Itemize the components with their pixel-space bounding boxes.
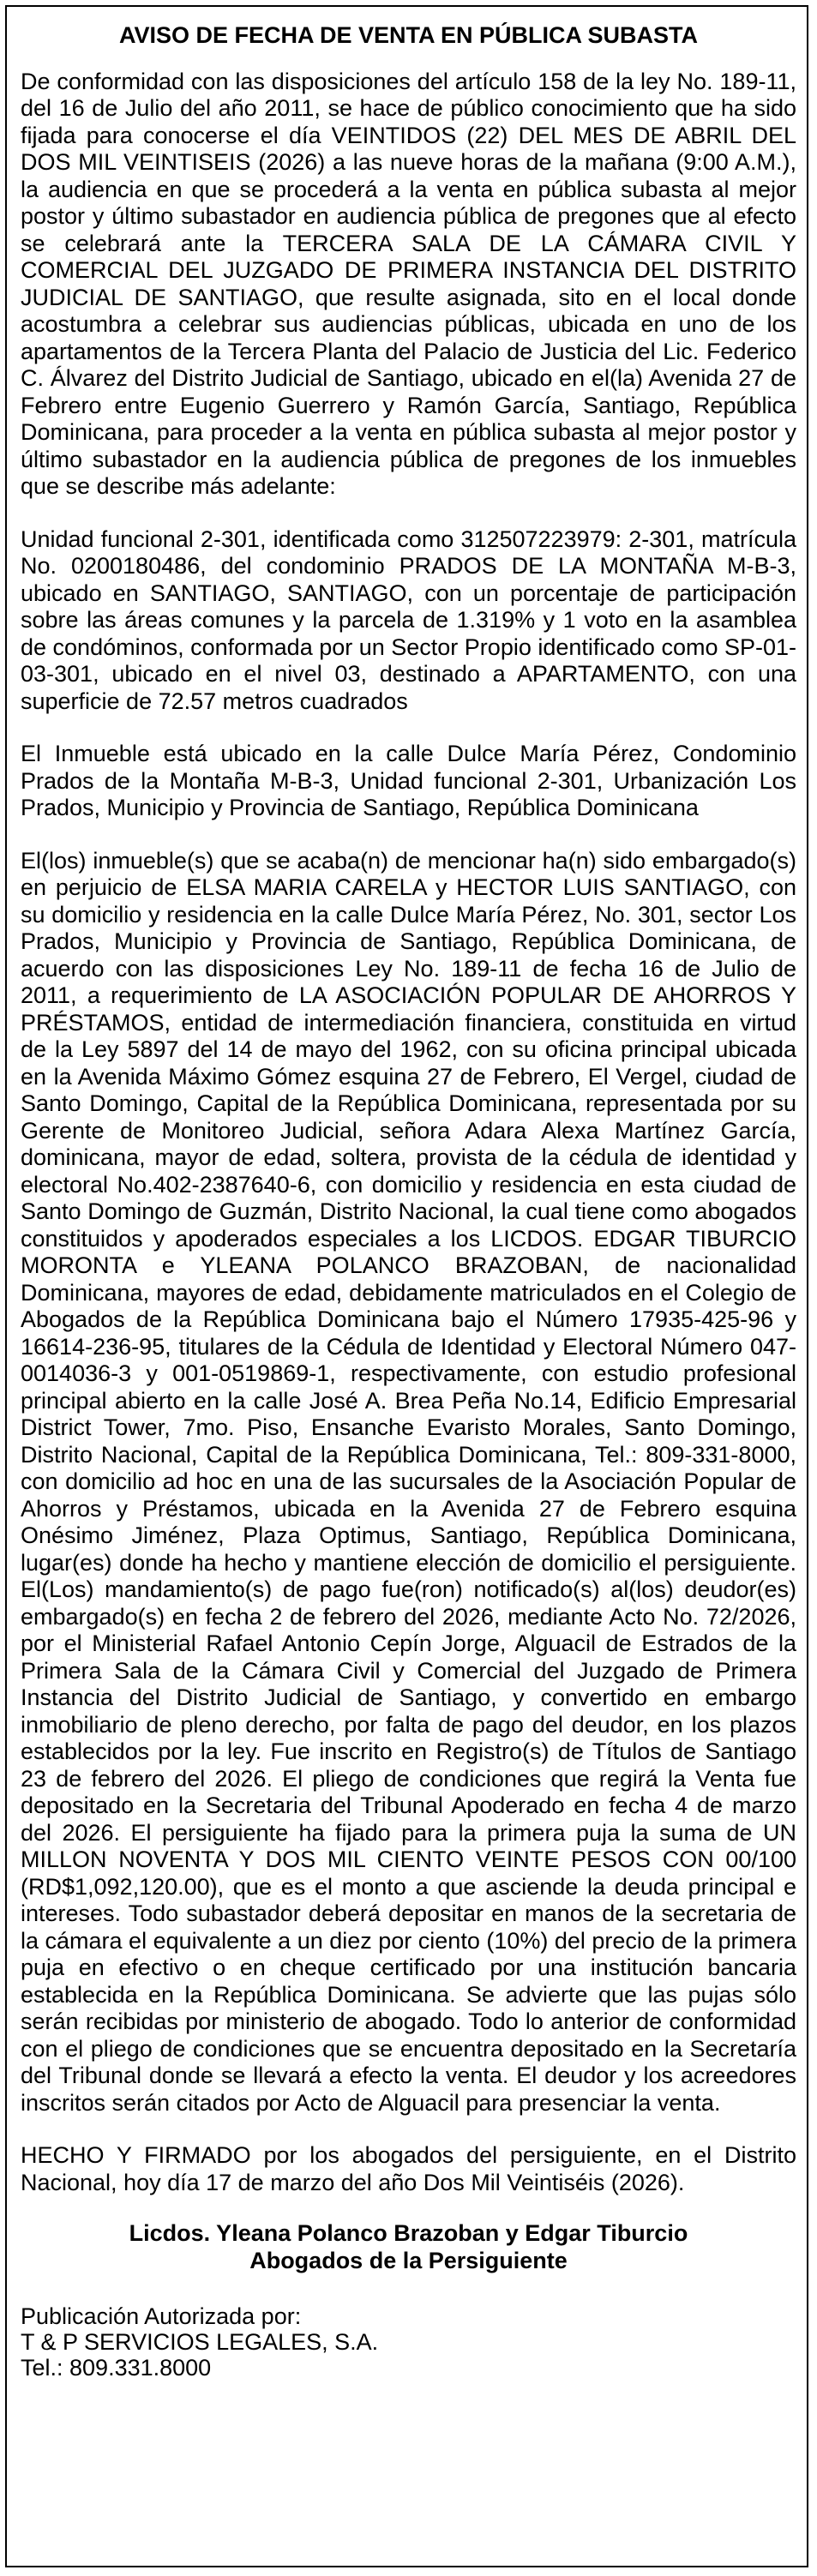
publication-phone: Tel.: 809.331.8000	[21, 2355, 212, 2381]
paragraph-hearing-date: De conformidad con las disposiciones del artículo 158 de la ley No. 189-11, del 16 de Julio del año 2011, se hace de público conocimiento que ha sido fijada para conocerse el día VEINTIDOS (22) DEL MES DE ABRIL DEL DOS MIL VEINTISEIS (2026) a las nueve horas de la mañana (9:00 A.M.), la audiencia en que se procederá a la venta en pública subasta al mejor postor y último subastador en audiencia pública de pregones que al efecto se celebrará ante la TERCERA SALA DE LA CÁMARA CIVIL Y COMERCIAL DEL JUZGADO DE PRIMERA INSTANCIA DEL DISTRITO JUDICIAL DE SANTIAGO, que resulte asignada, sito en el local donde acostumbra a celebrar sus audiencias públicas, ubicada en uno de los apartamentos de la Tercera Planta del Palacio de Justicia del Lic. Federico C. Álvarez del Distrito Judicial de Santiago, ubicado en el(la) Avenida 27 de Febrero entre Eugenio Guerrero y Ramón García, Santiago, República Dominicana, para proceder a la venta en pública subasta al mejor postor y último subastador en la audiencia pública de pregones de los inmuebles que se describe más adelante:	[21, 68, 796, 499]
notice-title: AVISO DE FECHA DE VENTA EN PÚBLICA SUBASTA	[118, 22, 699, 48]
paragraph-seizure-details: El(los) inmueble(s) que se acaba(n) de mencionar ha(n) sido embargado(s) en perjuicio de ELSA MARIA CARELA y HECTOR LUIS SANTIAGO, con su domicilio y residencia en la calle Dulce María Pérez, No. 301, sector Los Prados, Municipio y Provincia de Santiago, República Dominicana, de acuerdo con las disposiciones Ley No. 189-11 de fecha 16 de Julio de 2011, a requerimiento de LA ASOCIACIÓN POPULAR DE AHORROS Y PRÉSTAMOS, entidad de intermediación financiera, constituida en virtud de la Ley 5897 del 14 de mayo del 1962, con su oficina principal ubicada en la Avenida Máximo Gómez esquina 27 de Febrero, El Vergel, ciudad de Santo Domingo, Capital de la República Dominicana, representada por su Gerente de Monitoreo Judicial, señora Adara Alexa Martínez García, dominicana, mayor de edad, soltera, provista de la cédula de identidad y electoral No.402-2387640-6, con domicilio y residencia en esta ciudad de Santo Domingo de Guzmán, Distrito Nacional, la cual tiene como abogados constituidos y apoderados especiales a los LICDOS. EDGAR TIBURCIO MORONTA e YLEANA POLANCO BRAZOBAN, de nacionalidad Dominicana, mayores de edad, debidamente matriculados en el Colegio de Abogados de la República Dominicana bajo el Número 17935-425-96 y 16614-236-95, titulares de la Cédula de Identidad y Electoral Número 047-0014036-3 y 001-0519869-1, respectivamente, con estudio profesional principal abierto en la calle José A. Brea Peña No.14, Edificio Empresarial District Tower, 7mo. Piso, Ensanche Evaristo Morales, Santo Domingo, Distrito Nacional, Capital de la República Dominicana, Tel.: 809-331-8000, con domicilio ad hoc en una de las sucursales de la Asociación Popular de Ahorros y Préstamos, ubicada en la Avenida 27 de Febrero esquina Onésimo Jiménez, Plaza Optimus, Santiago, República Dominicana, lugar(es) donde ha hecho y mantiene elección de domicilio el persiguiente. El(Los) mandamiento(s) de pago fue(ron) notificado(s) al(los) deudor(es) embargado(s) en fecha 2 de febrero del 2026, mediante Acto No. 72/2026, por el Ministerial Rafael Antonio Cepín Jorge, Alguacil de Estrados de la Primera Sala de la Cámara Civil y Comercial del Juzgado de Primera Instancia del Distrito Judicial de Santiago, y convertido en embargo inmobiliario de pleno derecho, por falta de pago del deudor, en los plazos establecidos por la ley. Fue inscrito en Registro(s) de Títulos de Santiago 23 de febrero del 2026. El pliego de condiciones que regirá la Venta fue depositado en la Secretaria del Tribunal Apoderado en fecha 4 de marzo del 2026. El persiguiente ha fijado para la primera puja la suma de UN MILLON NOVENTA Y DOS MIL CIENTO VEINTE PESOS CON 00/100 (RD$1,092,120.00), que es el monto a que asciende la deuda principal e intereses. Todo subastador deberá depositar en manos de la secretaria de la cámara el equivalente a un diez por ciento (10%) del precio de la primera puja en efectivo o en cheque certificado por una institución bancaria establecida en la República Dominicana. Se advierte que las pujas sólo serán recibidas por ministerio de abogado. Todo lo anterior de conformidad con el pliego de condiciones que se encuentra depositado en la Secretaría del Tribunal donde se llevará a efecto la venta. El deudor y los acreedores inscritos serán citados por Acto de Alguacil para presenciar la venta.	[21, 847, 797, 2116]
paragraph-signed-date: HECHO Y FIRMADO por los abogados del persiguiente, en el Distrito Nacional, hoy día 17 de marzo del año Dos Mil Veintiséis (2026).	[21, 2142, 796, 2195]
paragraph-property-description: Unidad funcional 2-301, identificada como 312507223979: 2-301, matrícula No. 0200180486, del condominio PRADOS DE LA MONTAÑA M-B-3, ubicado en SANTIAGO, SANTIAGO, con un porcentaje de participación sobre las áreas comunes y la parcela de 1.319% y 1 voto en la asamblea de condóminos, conformada por un Sector Propio identificado como SP-01-03-301, ubicado en el nivel 03, destinado a APARTAMENTO, con una superficie de 72.57 metros cuadrados	[21, 525, 797, 714]
signature-block	[21, 2220, 796, 2274]
signature-names: Licdos. Yleana Polanco Brazoban y Edgar Tiburcio	[129, 2220, 688, 2246]
publication-block	[21, 2303, 796, 2381]
legal-notice	[21, 22, 796, 2381]
publication-company: T & P SERVICIOS LEGALES, S.A.	[21, 2329, 379, 2355]
signature-role: Abogados de la Persiguiente	[249, 2247, 568, 2273]
publication-label: Publicación Autorizada por:	[21, 2303, 302, 2329]
paragraph-property-location: El Inmueble está ubicado en la calle Dulce María Pérez, Condominio Prados de la Montaña M-B-3, Unidad funcional 2-301, Urbanización Los Prados, Municipio y Provincia de Santiago, República Dominicana	[21, 741, 796, 820]
